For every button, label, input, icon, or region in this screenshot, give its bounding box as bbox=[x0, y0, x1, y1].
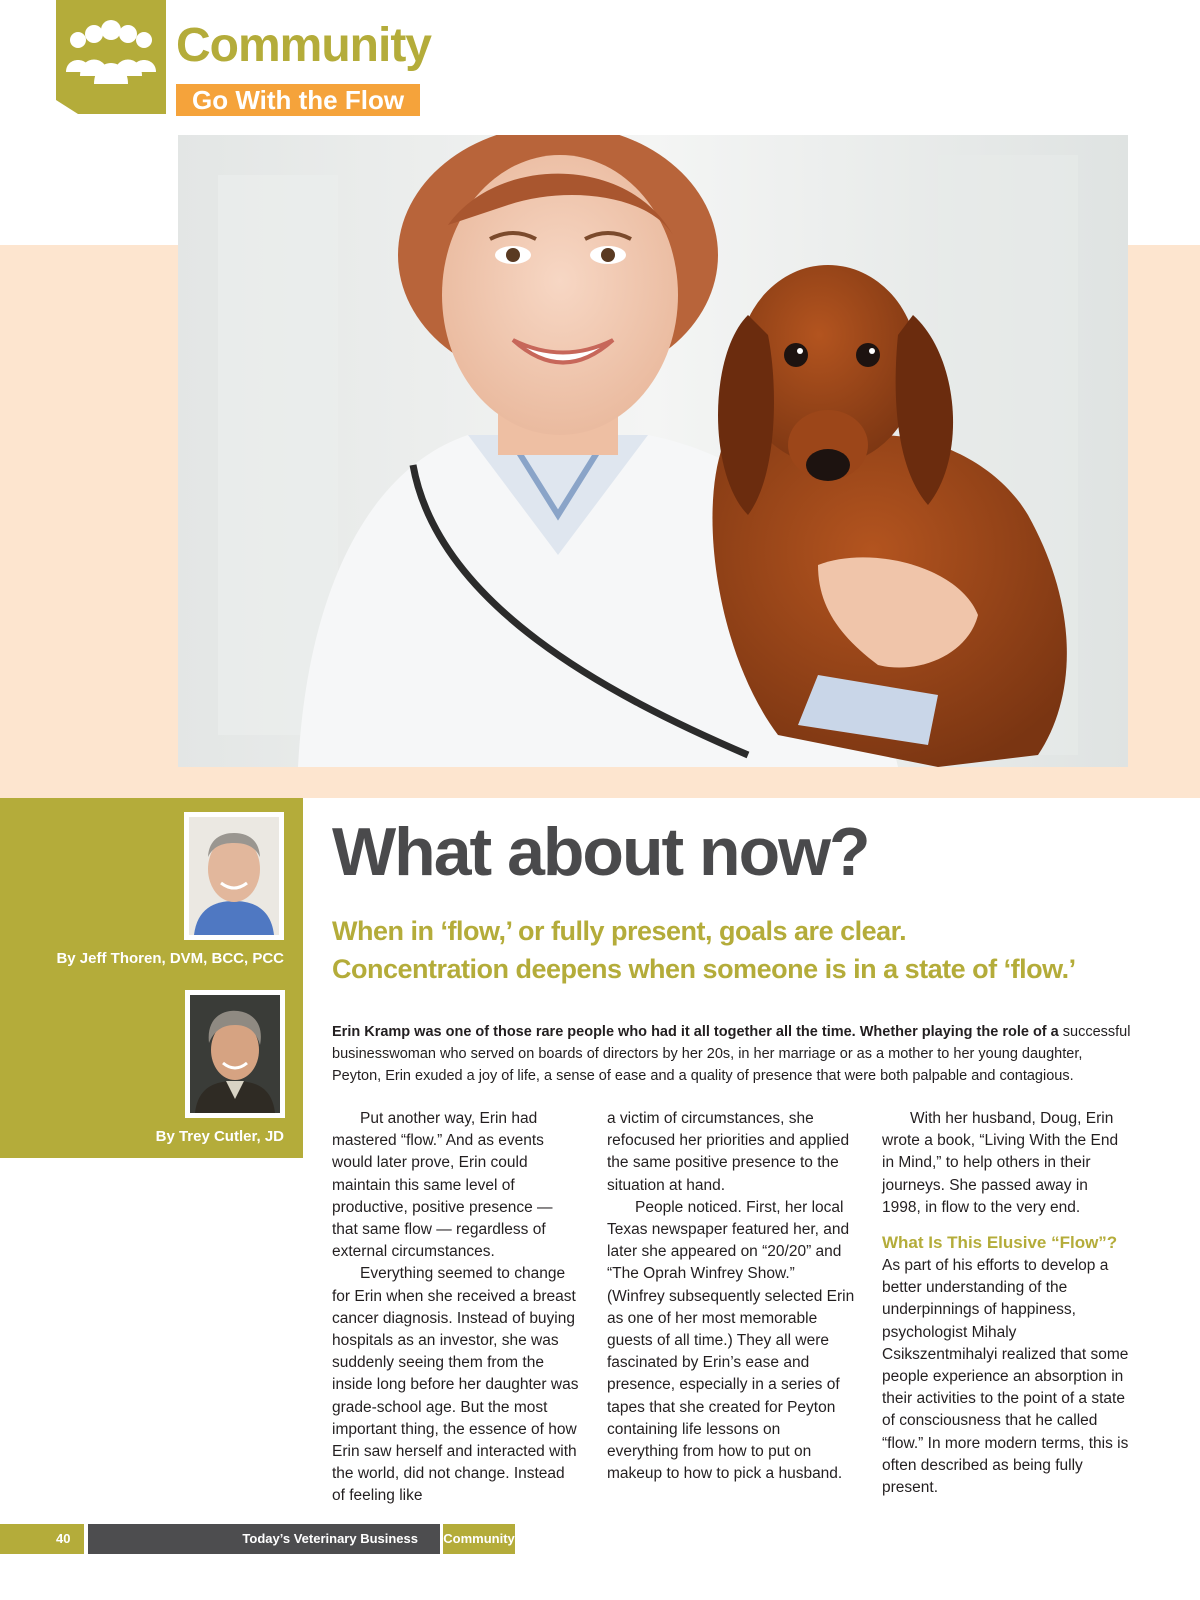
footer-section-tag: Community bbox=[443, 1524, 515, 1554]
deck-line-1: When in ‘flow,’ or fully present, goals are clear. bbox=[332, 916, 907, 946]
body-column-1 bbox=[332, 1108, 580, 1508]
page-number: 40 bbox=[56, 1531, 71, 1546]
body-paragraph: People noticed. First, her local Texas newspaper featured her, and later she appeared on “20/20” and “The Oprah Winfrey Show.” (Winfrey subsequently selected Erin as one of her most memorable guests of all time.) They all were fascinated by Erin’s ease and presence, especially in a series of tapes that she created for Peyton containing life lessons on everything from how to put on makeup to how to pick a husband. bbox=[607, 1198, 855, 1483]
intro-bold-lead: Erin Kramp was one of those rare people who had it all together all the time. Whether playing the role of a bbox=[332, 1024, 1059, 1040]
author-photo-jeff-thoren bbox=[184, 812, 284, 940]
community-people-icon bbox=[56, 0, 166, 100]
author-byline-1: By Jeff Thoren, DVM, BCC, PCC bbox=[56, 950, 284, 967]
footer-bar bbox=[88, 1524, 440, 1554]
article-deck bbox=[332, 912, 1182, 988]
footer-page-block bbox=[0, 1524, 84, 1554]
article-intro bbox=[332, 1021, 1132, 1087]
body-column-2 bbox=[607, 1108, 855, 1485]
body-paragraph: Put another way, Erin had mastered “flow.” And as events would later prove, Erin could maintain this same level of productive, positive presence — that same flow — regardless of external circumstances. bbox=[332, 1110, 553, 1261]
subhead: What Is This Elusive “Flow”? bbox=[882, 1233, 1118, 1253]
community-section-tag bbox=[56, 0, 166, 114]
body-paragraph: a victim of circumstances, she refocused her priorities and applied the same positive presence to the situation at hand. bbox=[607, 1110, 850, 1194]
hero-photo bbox=[178, 135, 1128, 767]
author-photo-trey-cutler bbox=[185, 990, 285, 1118]
author-byline-2: By Trey Cutler, JD bbox=[155, 1128, 284, 1145]
author-headshot-icon bbox=[190, 995, 280, 1113]
article-headline: What about now? bbox=[332, 814, 869, 890]
author-headshot-icon bbox=[189, 817, 279, 935]
intro-text: successful businesswoman who served on boards of directors by her 20s, in her marriage or as a mother to her young daughter, Peyton, Erin exuded a joy of life, a sense of ease and a quality of presence that were both palpable and contagious. bbox=[332, 1024, 1131, 1084]
veterinarian-holding-dachshund-photo bbox=[178, 135, 1128, 767]
body-paragraph: As part of his efforts to develop a better understanding of the underpinnings of happiness, psychologist Mihaly Csikszentmihalyi realized that some people experience an absorption in their activities to the point of a state of consciousness that he called “flow.” In more modern terms, this is often described as being fully present. bbox=[882, 1257, 1129, 1497]
publication-name: Today’s Veterinary Business bbox=[242, 1531, 418, 1546]
deck-line-2: Concentration deepens when someone is in a state of ‘flow.’ bbox=[332, 954, 1076, 984]
body-paragraph: Everything seemed to change for Erin when she received a breast cancer diagnosis. Instead of buying hospitals as an investor, she was suddenly seeing them from the inside long before her daughter was grade-school age. But the most important thing, the essence of how Erin saw herself and interacted with the world, did not change. Instead of feeling like bbox=[332, 1265, 579, 1505]
section-subtitle: Go With the Flow bbox=[176, 84, 420, 116]
section-title: Community bbox=[176, 19, 431, 72]
body-paragraph: With her husband, Doug, Erin wrote a book, “Living With the End in Mind,” to help others in their journeys. She passed away in 1998, in flow to the very end. bbox=[882, 1110, 1119, 1216]
body-column-3 bbox=[882, 1108, 1130, 1499]
